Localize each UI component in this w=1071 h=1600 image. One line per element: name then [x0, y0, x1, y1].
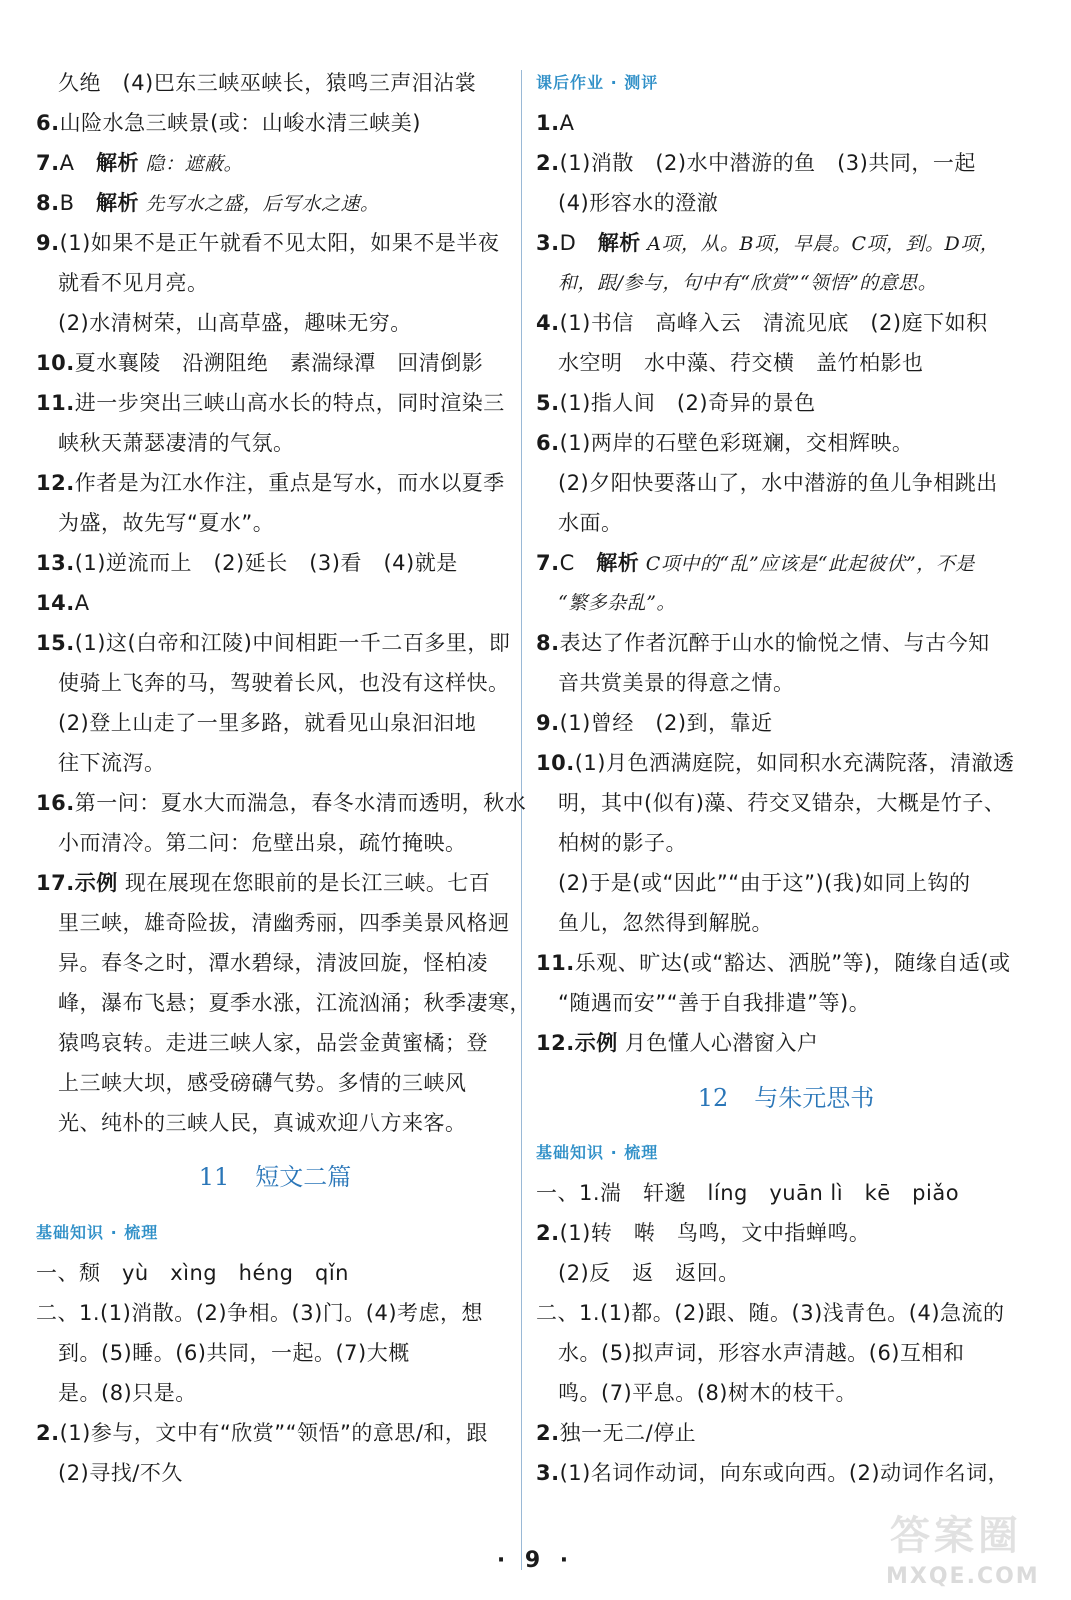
watermark: [880, 1500, 1070, 1600]
answer-line: [536, 1173, 959, 1213]
answer-line: [558, 503, 623, 543]
answer-line: [536, 943, 1011, 983]
watermark-url: MXQE.COM: [886, 1564, 1040, 1589]
answer-text: 夏水襄陵 沿溯阻绝 素湍绿潭 回清倒影: [74, 351, 484, 375]
lesson-number: 11: [198, 1163, 230, 1191]
question-number: 9.: [36, 231, 60, 255]
answer-line: [558, 863, 971, 903]
answer-line: [36, 343, 483, 383]
answer-text: (2)水清树荣，山高草盛，趣味无穷。: [58, 311, 412, 335]
answer-line: [36, 623, 510, 663]
answer-line: [558, 1253, 740, 1293]
answer-line: [36, 583, 90, 623]
question-number: 2.: [536, 151, 560, 175]
answer-text: 往下流泻。: [58, 751, 166, 775]
answer-line: [58, 903, 510, 943]
answer-text: (1)如果不是正午就看不见太阳，如果不是半夜: [59, 231, 500, 255]
answer-line: [58, 1453, 183, 1493]
analysis-label: 解析: [596, 551, 640, 575]
question-number: 6.: [536, 431, 560, 455]
section-tag: 基础知识 · 梳理: [536, 1143, 659, 1162]
answer-text: 峡秋天萧瑟凄清的气氛。: [58, 431, 295, 455]
answer-text: 上三峡大坝，感受磅礴气势。多情的三峡风: [58, 1071, 467, 1095]
answer-line: [558, 1333, 965, 1373]
question-number: 10.: [536, 751, 575, 775]
answer-text: 为盛，故先写“夏水”。: [58, 511, 275, 535]
question-number: 7.: [536, 551, 560, 575]
answer-text: 进一步突出三峡山高水长的特点，同时渲染三: [74, 391, 505, 415]
lesson-heading: [36, 1155, 514, 1199]
answer-line: [558, 663, 795, 703]
answer-line: [558, 903, 773, 943]
answer-line: [36, 1253, 349, 1293]
question-number: 2.: [536, 1421, 560, 1445]
answer-line: [36, 1413, 488, 1453]
answer-text: 独一无二/停止: [559, 1421, 697, 1445]
question-number: 1.: [536, 111, 560, 135]
answer-text: 二、1.(1)消散。(2)争相。(3)门。(4)考虑，想: [36, 1301, 484, 1325]
analysis-label: 解析: [95, 151, 139, 175]
answer-text: (1)月色洒满庭院，如同积水充满院落，清澈透: [574, 751, 1015, 775]
answer-line: [36, 463, 505, 503]
question-number: 8.: [36, 191, 60, 215]
answer-text: 表达了作者沉醉于山水的愉悦之情、与古今知: [559, 631, 990, 655]
question-number: 5.: [536, 391, 560, 415]
answer-line: [536, 143, 976, 183]
answer-text: A: [74, 591, 90, 615]
answer-text: 鱼儿，忽然得到解脱。: [558, 911, 773, 935]
answer-line: [58, 1023, 488, 1063]
answer-text: (2)登上山走了一里多路，就看见山泉汩汩地: [58, 711, 477, 735]
answer-text: 月色懂人心潜窗入户: [617, 1031, 819, 1055]
lesson-title: 与朱元思书: [754, 1084, 875, 1112]
answer-text: 到。(5)睡。(6)共同，一起。(7)大概: [58, 1341, 410, 1365]
answer-text: 现在展现在您眼前的是长江三峡。七百: [117, 871, 491, 895]
answer-line: [558, 583, 676, 623]
question-number: 15.: [36, 631, 75, 655]
analysis-text: 先写水之盛，后写水之速。: [139, 193, 380, 215]
answer-text: (1)指人间 (2)奇异的景色: [559, 391, 816, 415]
answer-text: A: [559, 111, 575, 135]
answer-text: 峰，瀑布飞悬；夏季水涨，江流汹涌；秋季凄寒，: [58, 991, 531, 1015]
answer-line: [58, 1103, 467, 1143]
question-number: 4.: [536, 311, 560, 335]
answer-text: 柏树的影子。: [558, 831, 687, 855]
answer-text: (2)夕阳快要落山了，水中潜游的鱼儿争相跳出: [558, 471, 998, 495]
answer-text: (2)于是(或“因此”“由于这”)(我)如同上钩的: [558, 871, 971, 895]
answer-text: 一、颓 yù xìng héng qǐn: [36, 1261, 349, 1285]
answer-text: 第一问：夏水大而湍急，春冬水清而透明，秋水: [74, 791, 527, 815]
answer-text: (2)寻找/不久: [58, 1461, 183, 1485]
answer-line: [36, 103, 421, 143]
answer-line: [536, 303, 988, 343]
answer-text: 就看不见月亮。: [58, 271, 209, 295]
answer-line: [536, 1023, 818, 1063]
answer-line: [58, 303, 412, 343]
answer-line: [36, 223, 499, 263]
question-number: 9.: [536, 711, 560, 735]
answer-line: [536, 1413, 696, 1453]
answer-text: “繁多杂乱”。: [558, 592, 676, 614]
watermark-mark: 答案圈: [890, 1513, 1022, 1559]
answer-line: [58, 943, 488, 983]
answer-line: [36, 543, 458, 583]
answer-line: [558, 1373, 857, 1413]
answer-text: (1)转 啭 鸟鸣，文中指蝉鸣。: [559, 1221, 871, 1245]
answer-line: [558, 783, 1005, 823]
answer-text: 久绝 (4)巴东三峡巫峡长，猿鸣三声泪沾裳: [58, 71, 477, 95]
answer-line: [536, 1453, 1009, 1493]
example-label: 示例: [574, 1031, 618, 1055]
answer-line: [36, 783, 526, 823]
answer-line: [558, 463, 998, 503]
lesson-heading: [536, 1076, 1036, 1120]
answer-line: [58, 1063, 467, 1103]
answer-text: 明，其中(似有)藻、荇交叉错杂，大概是竹子、: [558, 791, 1006, 815]
answer-line: [58, 743, 166, 783]
answer-line: [536, 743, 1014, 783]
section-tag: 基础知识 · 梳理: [36, 1223, 159, 1242]
question-number: 3.: [536, 231, 560, 255]
page-number: · 9 ·: [496, 1548, 575, 1573]
answer-text: A: [59, 151, 96, 175]
answer-line: [558, 823, 687, 863]
answer-text: (1)逆流而上 (2)延长 (3)看 (4)就是: [74, 551, 458, 575]
answer-line: [36, 183, 380, 223]
answer-text: 异。春冬之时，潭水碧绿，清波回旋，怪柏凌: [58, 951, 488, 975]
answer-line: [58, 1373, 197, 1413]
answer-line: [536, 223, 999, 263]
answer-text: (1)参与，文中有“欣赏”“领悟”的意思/和，跟: [59, 1421, 488, 1445]
answer-line: [58, 63, 476, 103]
answer-line: [536, 1293, 1005, 1333]
answer-line: [58, 423, 295, 463]
analysis-text: 隐：遮蔽。: [138, 153, 244, 175]
lesson-number: 12: [697, 1084, 729, 1112]
example-label: 示例: [74, 871, 118, 895]
question-number: 2.: [36, 1421, 60, 1445]
question-number: 13.: [36, 551, 75, 575]
question-number: 16.: [36, 791, 75, 815]
answer-text: 一、1.湍 轩邈 líng yuān lì kē piǎo: [536, 1181, 960, 1205]
answer-text: (4)形容水的澄澈: [558, 191, 719, 215]
answer-text: 小而清冷。第二问：危壁出泉，疏竹掩映。: [58, 831, 467, 855]
question-number: 10.: [36, 351, 75, 375]
answer-text: 作者是为江水作注，重点是写水，而水以夏季: [74, 471, 505, 495]
section-tag: 课后作业 · 测评: [536, 73, 659, 92]
answer-line: [536, 543, 975, 583]
answer-text: “随遇而安”“善于自我排遣”等)。: [558, 991, 871, 1015]
question-number: 8.: [536, 631, 560, 655]
answer-text: 水面。: [558, 511, 623, 535]
answer-line: [536, 703, 773, 743]
answer-line: [58, 823, 467, 863]
analysis-text: C项中的“乱”应该是“此起彼伏”，不是: [639, 553, 975, 575]
answer-text: 山险水急三峡景(或：山峻水清三峡美): [59, 111, 421, 135]
answer-line: [58, 1333, 410, 1373]
answer-line: [536, 423, 913, 463]
answer-text: (2)反 返 返回。: [558, 1261, 740, 1285]
question-number: 12.: [536, 1031, 575, 1055]
answer-line: [58, 263, 209, 303]
answer-text: 是。(8)只是。: [58, 1381, 197, 1405]
answer-line: [536, 1213, 870, 1253]
analysis-label: 解析: [597, 231, 641, 255]
question-number: 12.: [36, 471, 75, 495]
question-number: 11.: [36, 391, 75, 415]
answer-text: (1)消散 (2)水中潜游的鱼 (3)共同，一起: [559, 151, 976, 175]
answer-line: [536, 383, 816, 423]
answer-line: [536, 623, 990, 663]
analysis-text: A项，从。B项，早晨。C项，到。D项，: [640, 233, 1000, 255]
question-number: 3.: [536, 1461, 560, 1485]
answer-text: (1)这(白帝和江陵)中间相距一千二百多里，即: [74, 631, 511, 655]
analysis-label: 解析: [96, 191, 140, 215]
answer-line: [36, 1293, 483, 1333]
lesson-title: 短文二篇: [255, 1163, 352, 1191]
answer-line: [558, 183, 718, 223]
answer-line: [36, 383, 505, 423]
answer-text: 里三峡，雄奇险拔，清幽秀丽，四季美景风格迥: [58, 911, 510, 935]
answer-text: (1)书信 高峰入云 清流见底 (2)庭下如积: [559, 311, 988, 335]
answer-line: [558, 983, 870, 1023]
question-number: 11.: [536, 951, 575, 975]
answer-line: [36, 143, 243, 183]
answer-text: (1)两岸的石壁色彩斑斓，交相辉映。: [559, 431, 914, 455]
answer-line: [558, 263, 937, 303]
question-number: 7.: [36, 151, 60, 175]
question-number: 2.: [536, 1221, 560, 1245]
question-number: 6.: [36, 111, 60, 135]
answer-line: [558, 343, 924, 383]
answer-text: 乐观、旷达(或“豁达、洒脱”等)，随缘自适(或: [574, 951, 1011, 975]
answer-text: 和，跟/参与，句中有“欣赏”“领悟”的意思。: [558, 272, 938, 294]
answer-text: (1)名词作动词，向东或向西。(2)动词作名词，: [559, 1461, 1010, 1485]
answer-text: 音共赏美景的得意之情。: [558, 671, 795, 695]
question-number: 14.: [36, 591, 75, 615]
answer-line: [58, 663, 510, 703]
answer-line: [36, 863, 490, 903]
answer-text: C: [559, 551, 597, 575]
answer-line: [58, 983, 531, 1023]
answer-text: (1)曾经 (2)到，靠近: [559, 711, 773, 735]
answer-line: [58, 503, 274, 543]
answer-text: 光、纯朴的三峡人民，真诚欢迎八方来客。: [58, 1111, 467, 1135]
answer-text: 鸣。(7)平息。(8)树木的枝干。: [558, 1381, 857, 1405]
answer-text: 猿鸣哀转。走进三峡人家，品尝金黄蜜橘；登: [58, 1031, 488, 1055]
answer-line: [536, 103, 574, 143]
answer-text: 使骑上飞奔的马，驾驶着长风，也没有这样快。: [58, 671, 510, 695]
answer-text: D: [559, 231, 598, 255]
answer-line: [58, 703, 476, 743]
answer-text: B: [59, 191, 97, 215]
answer-text: 水空明 水中藻、荇交横 盖竹柏影也: [558, 351, 924, 375]
answer-text: 水。(5)拟声词，形容水声清越。(6)互相和: [558, 1341, 965, 1365]
question-number: 17.: [36, 871, 75, 895]
answer-text: 二、1.(1)都。(2)跟、随。(3)浅青色。(4)急流的: [536, 1301, 1005, 1325]
